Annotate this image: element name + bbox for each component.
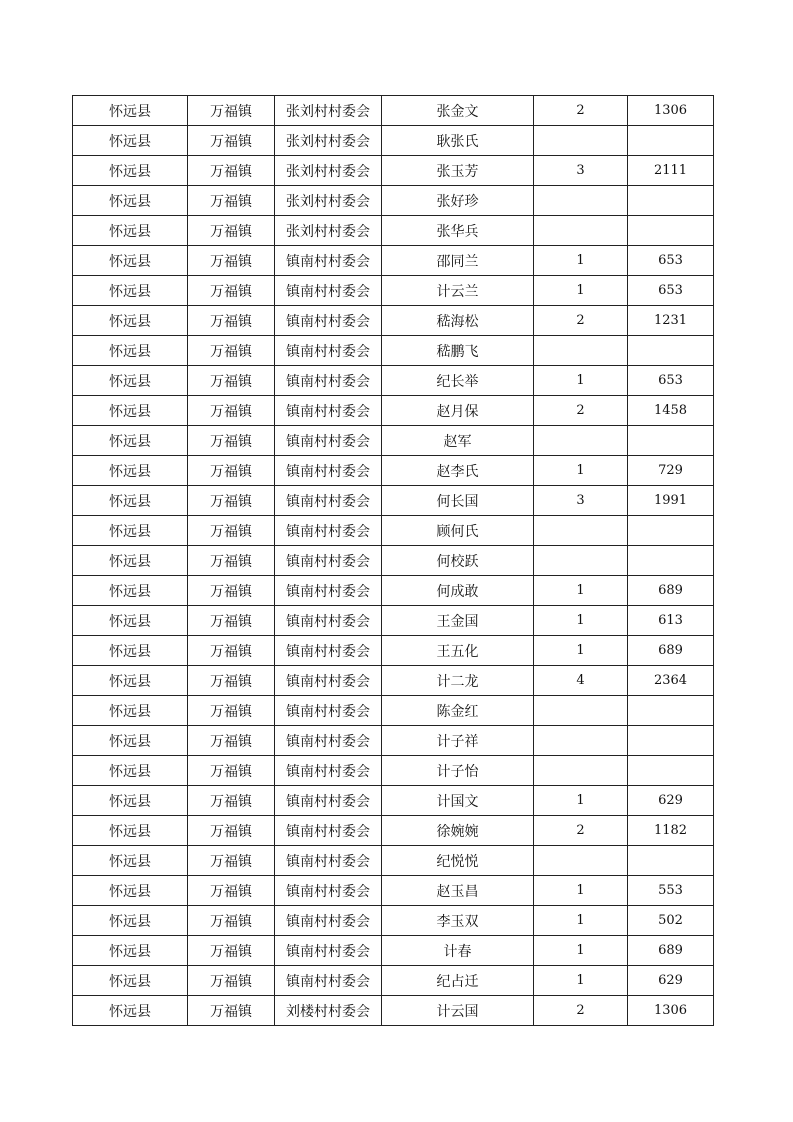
table-row [73,96,714,126]
table-row [73,996,714,1026]
amount-cell: 1458 [628,396,714,426]
amount-cell [628,516,714,546]
amount-cell [628,216,714,246]
county-cell: 怀远县 [73,216,188,246]
county-cell: 怀远县 [73,666,188,696]
name-cell: 计二龙 [382,666,534,696]
village-cell: 镇南村村委会 [275,516,382,546]
village-cell: 镇南村村委会 [275,846,382,876]
table-row [73,636,714,666]
count-cell: 1 [534,366,628,396]
village-cell: 镇南村村委会 [275,906,382,936]
table-row [73,876,714,906]
name-cell: 李玉双 [382,906,534,936]
town-cell: 万福镇 [188,96,275,126]
table-row [73,306,714,336]
county-cell: 怀远县 [73,576,188,606]
amount-cell [628,726,714,756]
town-cell: 万福镇 [188,756,275,786]
village-cell: 镇南村村委会 [275,306,382,336]
county-cell: 怀远县 [73,726,188,756]
amount-cell: 1182 [628,816,714,846]
village-cell: 镇南村村委会 [275,576,382,606]
name-cell: 计国文 [382,786,534,816]
name-cell: 赵李氏 [382,456,534,486]
count-cell: 1 [534,786,628,816]
county-cell: 怀远县 [73,156,188,186]
table-row [73,456,714,486]
town-cell: 万福镇 [188,966,275,996]
count-cell: 2 [534,816,628,846]
county-cell: 怀远县 [73,426,188,456]
town-cell: 万福镇 [188,306,275,336]
name-cell: 计云兰 [382,276,534,306]
town-cell: 万福镇 [188,576,275,606]
count-cell [534,516,628,546]
town-cell: 万福镇 [188,486,275,516]
village-cell: 张刘村村委会 [275,156,382,186]
count-cell: 1 [534,246,628,276]
table-row [73,756,714,786]
amount-cell: 1306 [628,996,714,1026]
county-cell: 怀远县 [73,366,188,396]
town-cell: 万福镇 [188,696,275,726]
name-cell: 赵玉昌 [382,876,534,906]
records-table-body [73,96,714,1026]
table-row [73,726,714,756]
village-cell: 镇南村村委会 [275,786,382,816]
count-cell: 1 [534,276,628,306]
village-cell: 镇南村村委会 [275,966,382,996]
count-cell [534,846,628,876]
name-cell: 计子怡 [382,756,534,786]
table-row [73,336,714,366]
table-row [73,846,714,876]
name-cell: 张华兵 [382,216,534,246]
town-cell: 万福镇 [188,186,275,216]
count-cell: 1 [534,876,628,906]
name-cell: 陈金红 [382,696,534,726]
town-cell: 万福镇 [188,426,275,456]
town-cell: 万福镇 [188,906,275,936]
count-cell [534,216,628,246]
village-cell: 镇南村村委会 [275,396,382,426]
count-cell: 4 [534,666,628,696]
table-row [73,426,714,456]
village-cell: 镇南村村委会 [275,456,382,486]
county-cell: 怀远县 [73,636,188,666]
table-row [73,156,714,186]
name-cell: 何长国 [382,486,534,516]
amount-cell: 629 [628,786,714,816]
amount-cell: 613 [628,606,714,636]
village-cell: 张刘村村委会 [275,96,382,126]
name-cell: 邵同兰 [382,246,534,276]
name-cell: 张金文 [382,96,534,126]
town-cell: 万福镇 [188,126,275,156]
amount-cell [628,186,714,216]
name-cell: 嵇海松 [382,306,534,336]
table-row [73,246,714,276]
table-row [73,516,714,546]
table-row [73,786,714,816]
count-cell: 2 [534,396,628,426]
county-cell: 怀远县 [73,396,188,426]
amount-cell [628,846,714,876]
village-cell: 张刘村村委会 [275,126,382,156]
count-cell: 1 [534,456,628,486]
village-cell: 镇南村村委会 [275,636,382,666]
town-cell: 万福镇 [188,456,275,486]
town-cell: 万福镇 [188,546,275,576]
count-cell: 2 [534,306,628,336]
count-cell: 1 [534,906,628,936]
name-cell: 计子祥 [382,726,534,756]
town-cell: 万福镇 [188,666,275,696]
name-cell: 王五化 [382,636,534,666]
name-cell: 王金国 [382,606,534,636]
village-cell: 镇南村村委会 [275,876,382,906]
amount-cell [628,696,714,726]
village-cell: 张刘村村委会 [275,216,382,246]
town-cell: 万福镇 [188,936,275,966]
name-cell: 徐婉婉 [382,816,534,846]
village-cell: 镇南村村委会 [275,696,382,726]
count-cell [534,696,628,726]
town-cell: 万福镇 [188,216,275,246]
amount-cell: 1231 [628,306,714,336]
village-cell: 镇南村村委会 [275,606,382,636]
amount-cell: 689 [628,576,714,606]
village-cell: 镇南村村委会 [275,486,382,516]
table-row [73,216,714,246]
name-cell: 赵军 [382,426,534,456]
town-cell: 万福镇 [188,156,275,186]
table-row [73,186,714,216]
amount-cell [628,126,714,156]
county-cell: 怀远县 [73,786,188,816]
amount-cell: 553 [628,876,714,906]
county-cell: 怀远县 [73,846,188,876]
name-cell: 嵇鹏飞 [382,336,534,366]
count-cell: 1 [534,636,628,666]
name-cell: 纪长举 [382,366,534,396]
village-cell: 镇南村村委会 [275,246,382,276]
amount-cell: 629 [628,966,714,996]
county-cell: 怀远县 [73,246,188,276]
county-cell: 怀远县 [73,936,188,966]
name-cell: 何校跃 [382,546,534,576]
town-cell: 万福镇 [188,846,275,876]
count-cell: 1 [534,966,628,996]
county-cell: 怀远县 [73,456,188,486]
town-cell: 万福镇 [188,876,275,906]
amount-cell [628,756,714,786]
county-cell: 怀远县 [73,306,188,336]
name-cell: 张好珍 [382,186,534,216]
town-cell: 万福镇 [188,726,275,756]
name-cell: 张玉芳 [382,156,534,186]
amount-cell: 1991 [628,486,714,516]
village-cell: 镇南村村委会 [275,546,382,576]
count-cell: 3 [534,156,628,186]
county-cell: 怀远县 [73,696,188,726]
name-cell: 赵月保 [382,396,534,426]
town-cell: 万福镇 [188,636,275,666]
county-cell: 怀远县 [73,546,188,576]
name-cell: 顾何氏 [382,516,534,546]
table-row [73,816,714,846]
records-table [72,95,714,1026]
count-cell: 1 [534,576,628,606]
table-row [73,666,714,696]
village-cell: 镇南村村委会 [275,276,382,306]
village-cell: 刘楼村村委会 [275,996,382,1026]
table-row [73,696,714,726]
count-cell [534,726,628,756]
town-cell: 万福镇 [188,606,275,636]
county-cell: 怀远县 [73,126,188,156]
county-cell: 怀远县 [73,906,188,936]
county-cell: 怀远县 [73,96,188,126]
count-cell [534,336,628,366]
town-cell: 万福镇 [188,366,275,396]
count-cell [534,756,628,786]
name-cell: 计春 [382,936,534,966]
village-cell: 镇南村村委会 [275,756,382,786]
amount-cell [628,546,714,576]
amount-cell [628,426,714,456]
name-cell: 纪悦悦 [382,846,534,876]
county-cell: 怀远县 [73,276,188,306]
county-cell: 怀远县 [73,966,188,996]
count-cell: 2 [534,96,628,126]
amount-cell: 653 [628,276,714,306]
table-row [73,366,714,396]
table-row [73,276,714,306]
county-cell: 怀远县 [73,186,188,216]
village-cell: 镇南村村委会 [275,726,382,756]
village-cell: 镇南村村委会 [275,816,382,846]
amount-cell: 2364 [628,666,714,696]
table-row [73,606,714,636]
table-row [73,396,714,426]
name-cell: 何成敢 [382,576,534,606]
town-cell: 万福镇 [188,816,275,846]
count-cell: 2 [534,996,628,1026]
name-cell: 计云国 [382,996,534,1026]
county-cell: 怀远县 [73,336,188,366]
town-cell: 万福镇 [188,996,275,1026]
amount-cell: 689 [628,936,714,966]
town-cell: 万福镇 [188,516,275,546]
amount-cell: 653 [628,246,714,276]
amount-cell [628,336,714,366]
count-cell [534,426,628,456]
count-cell [534,186,628,216]
amount-cell: 729 [628,456,714,486]
town-cell: 万福镇 [188,276,275,306]
table-row [73,966,714,996]
village-cell: 镇南村村委会 [275,336,382,366]
table-row [73,486,714,516]
town-cell: 万福镇 [188,246,275,276]
count-cell: 1 [534,606,628,636]
village-cell: 镇南村村委会 [275,366,382,396]
village-cell: 镇南村村委会 [275,936,382,966]
county-cell: 怀远县 [73,606,188,636]
amount-cell: 2111 [628,156,714,186]
town-cell: 万福镇 [188,786,275,816]
county-cell: 怀远县 [73,996,188,1026]
name-cell: 耿张氏 [382,126,534,156]
table-row [73,906,714,936]
name-cell: 纪占迁 [382,966,534,996]
amount-cell: 689 [628,636,714,666]
town-cell: 万福镇 [188,396,275,426]
table-row [73,126,714,156]
table-row [73,576,714,606]
county-cell: 怀远县 [73,486,188,516]
town-cell: 万福镇 [188,336,275,366]
count-cell: 1 [534,936,628,966]
county-cell: 怀远县 [73,756,188,786]
table-row [73,546,714,576]
village-cell: 镇南村村委会 [275,666,382,696]
village-cell: 镇南村村委会 [275,426,382,456]
table-row [73,936,714,966]
count-cell: 3 [534,486,628,516]
county-cell: 怀远县 [73,816,188,846]
amount-cell: 1306 [628,96,714,126]
county-cell: 怀远县 [73,876,188,906]
county-cell: 怀远县 [73,516,188,546]
amount-cell: 502 [628,906,714,936]
count-cell [534,546,628,576]
count-cell [534,126,628,156]
village-cell: 张刘村村委会 [275,186,382,216]
amount-cell: 653 [628,366,714,396]
